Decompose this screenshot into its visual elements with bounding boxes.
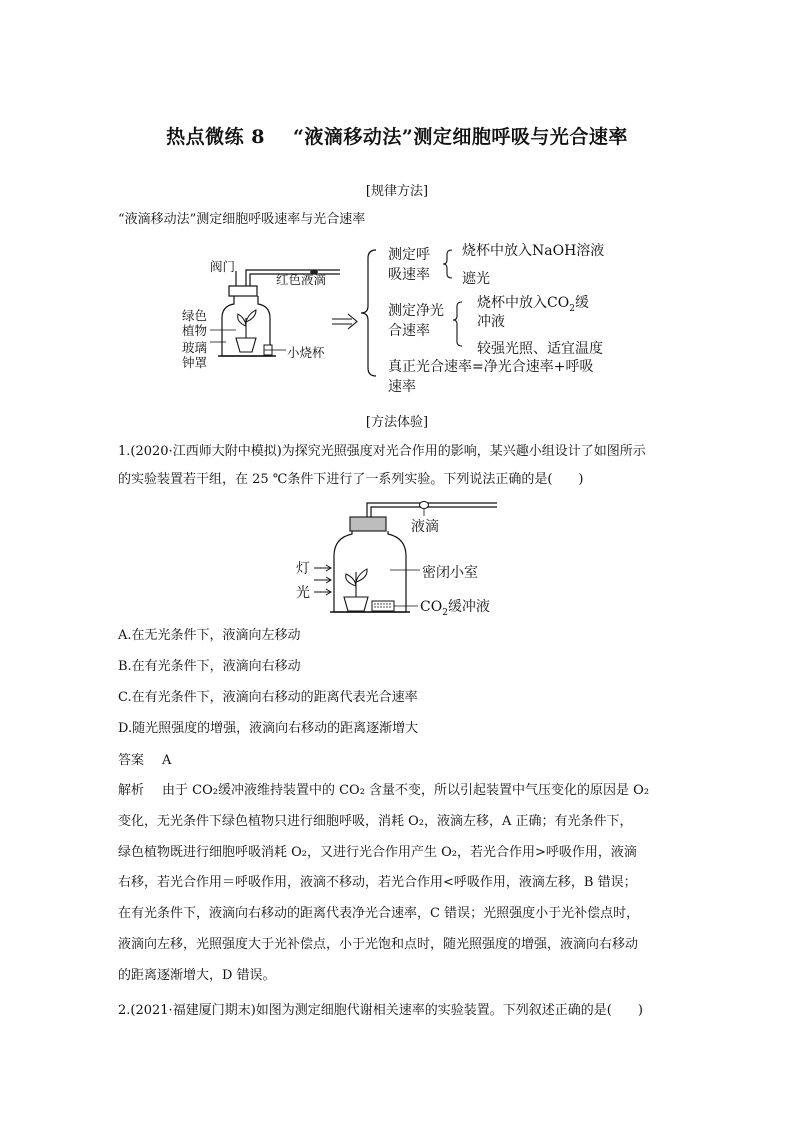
label-small-beaker: 小烧杯 [287,345,325,360]
flow-respiration-b: 遮光 [462,271,490,287]
analysis-label: 解析 [118,783,145,798]
analysis-line-4: 右移，若光合作用＝呼吸作用，液滴不移动，若光合作用<呼吸作用，液滴左移，B 错误； [118,875,637,891]
flow-respiration-a: 烧杯中放入NaOH溶液 [462,243,605,259]
flow-net-a2: 冲液 [477,314,505,330]
analysis-line-1: 由于 CO₂缓冲液维持装置中的 CO₂ 含量不变，所以引起装置中气压变化的原因是 O₂ [162,783,650,798]
answer-value: A [162,753,172,768]
fig2-label-chamber: 密闭小室 [422,565,478,581]
title-text: “液滴移动法”测定细胞呼吸与光合速率 [292,126,628,148]
analysis-line-6: 液滴向左移，光照强度大于光补偿点，小于光饱和点时，随光照强度的增强，液滴向右移动 [118,936,639,952]
fig2-label-light: 光 [296,585,310,601]
fig2-buffer-sub: 2 [442,607,448,618]
fig2-buffer-pre: CO [420,599,443,615]
flow-net-a-pre: 烧杯中放入CO [477,295,570,311]
flow-respiration-2: 吸速率 [388,267,430,283]
analysis-line-7: 的距离逐渐增大，D 错误。 [118,967,276,983]
analysis-line-3: 绿色植物既进行细胞呼吸消耗 O₂，又进行光合作用产生 O₂，若光合作用>呼吸作用，液滴 [118,844,637,860]
q1-option-a: A.在无光条件下，液滴向左移动 [118,628,301,643]
q1-stem-line-2: 的实验装置若干组，在 25 ℃条件下进行了一系列实验。下列说法正确的是( ) [118,472,584,487]
flow-true-2: 速率 [388,379,416,395]
label-red-drop: 红色液滴 [276,272,327,287]
fig2-drop [420,502,429,509]
q1-option-c: C.在有光条件下，液滴向右移动的距离代表光合速率 [118,690,418,705]
flow-true-1: 真正光合速率=净光合速率+呼吸 [388,359,594,375]
section-heading-method: [规律方法] [365,184,429,199]
analysis-line-2: 变化，无光条件下绿色植物只进行细胞呼吸，消耗 O₂，液滴左移，A 正确；有光条件下， [118,813,633,829]
label-bell-1: 玻璃 [182,340,208,355]
flow-net-b: 较强光照、适宜温度 [477,341,603,357]
fig2-buffer-post: 缓冲液 [447,599,490,615]
label-valve: 阀门 [210,259,236,274]
label-green-1: 绿色 [182,308,208,323]
q1-answer-line [118,751,171,771]
section-heading-practice: [方法体验] [365,415,429,430]
flow-net-a-post: 缓 [574,295,589,311]
label-bell-2: 钟罩 [182,355,208,370]
fig2-label-buffer [420,596,490,618]
analysis-line-5: 在有光条件下，液滴向右移动的距离代表净光合速率，C 错误；光照强度小于光补偿点时， [118,906,640,922]
fig2-stopper [350,517,386,531]
fig2-label-drop: 液滴 [411,519,439,535]
q1-option-b: B.在有光条件下，液滴向右移动 [118,659,301,674]
q2-stem-line-1: 2.(2021·福建厦门期末)如图为测定细胞代谢相关速率的实验装置。下列叙述正确的是( ) [118,1003,643,1018]
flow-net-a-sub: 2 [569,303,575,314]
q1-analysis [118,776,678,992]
title-number: 热点微练 8 [166,126,265,148]
fig2-pot [344,597,368,611]
fig2-label-lamp: 灯 [296,561,310,577]
answer-label: 答案 [118,753,145,768]
analysis-line [118,776,678,807]
fig2-buffer-dish [372,601,394,611]
fig2-leaf-right [356,569,367,582]
q1-stem-line-1: 1.(2020·江西师大附中模拟)为探究光照强度对光合作用的影响，某兴趣小组设计了如图所示 [118,444,646,459]
q1-option-d: D.随光照强度的增强，液滴向右移动的距离逐渐增大 [118,721,419,736]
fig2-tube-top [367,503,497,517]
label-green-2: 植物 [182,323,208,338]
flow-respiration-1: 测定呼 [388,247,430,263]
flow-net-2: 合速率 [388,323,430,339]
method-subtitle: “液滴移动法”测定细胞呼吸速率与光合速率 [118,212,366,227]
fig2-leaf-left [346,574,356,586]
flow-net-1: 测定净光 [388,303,444,319]
